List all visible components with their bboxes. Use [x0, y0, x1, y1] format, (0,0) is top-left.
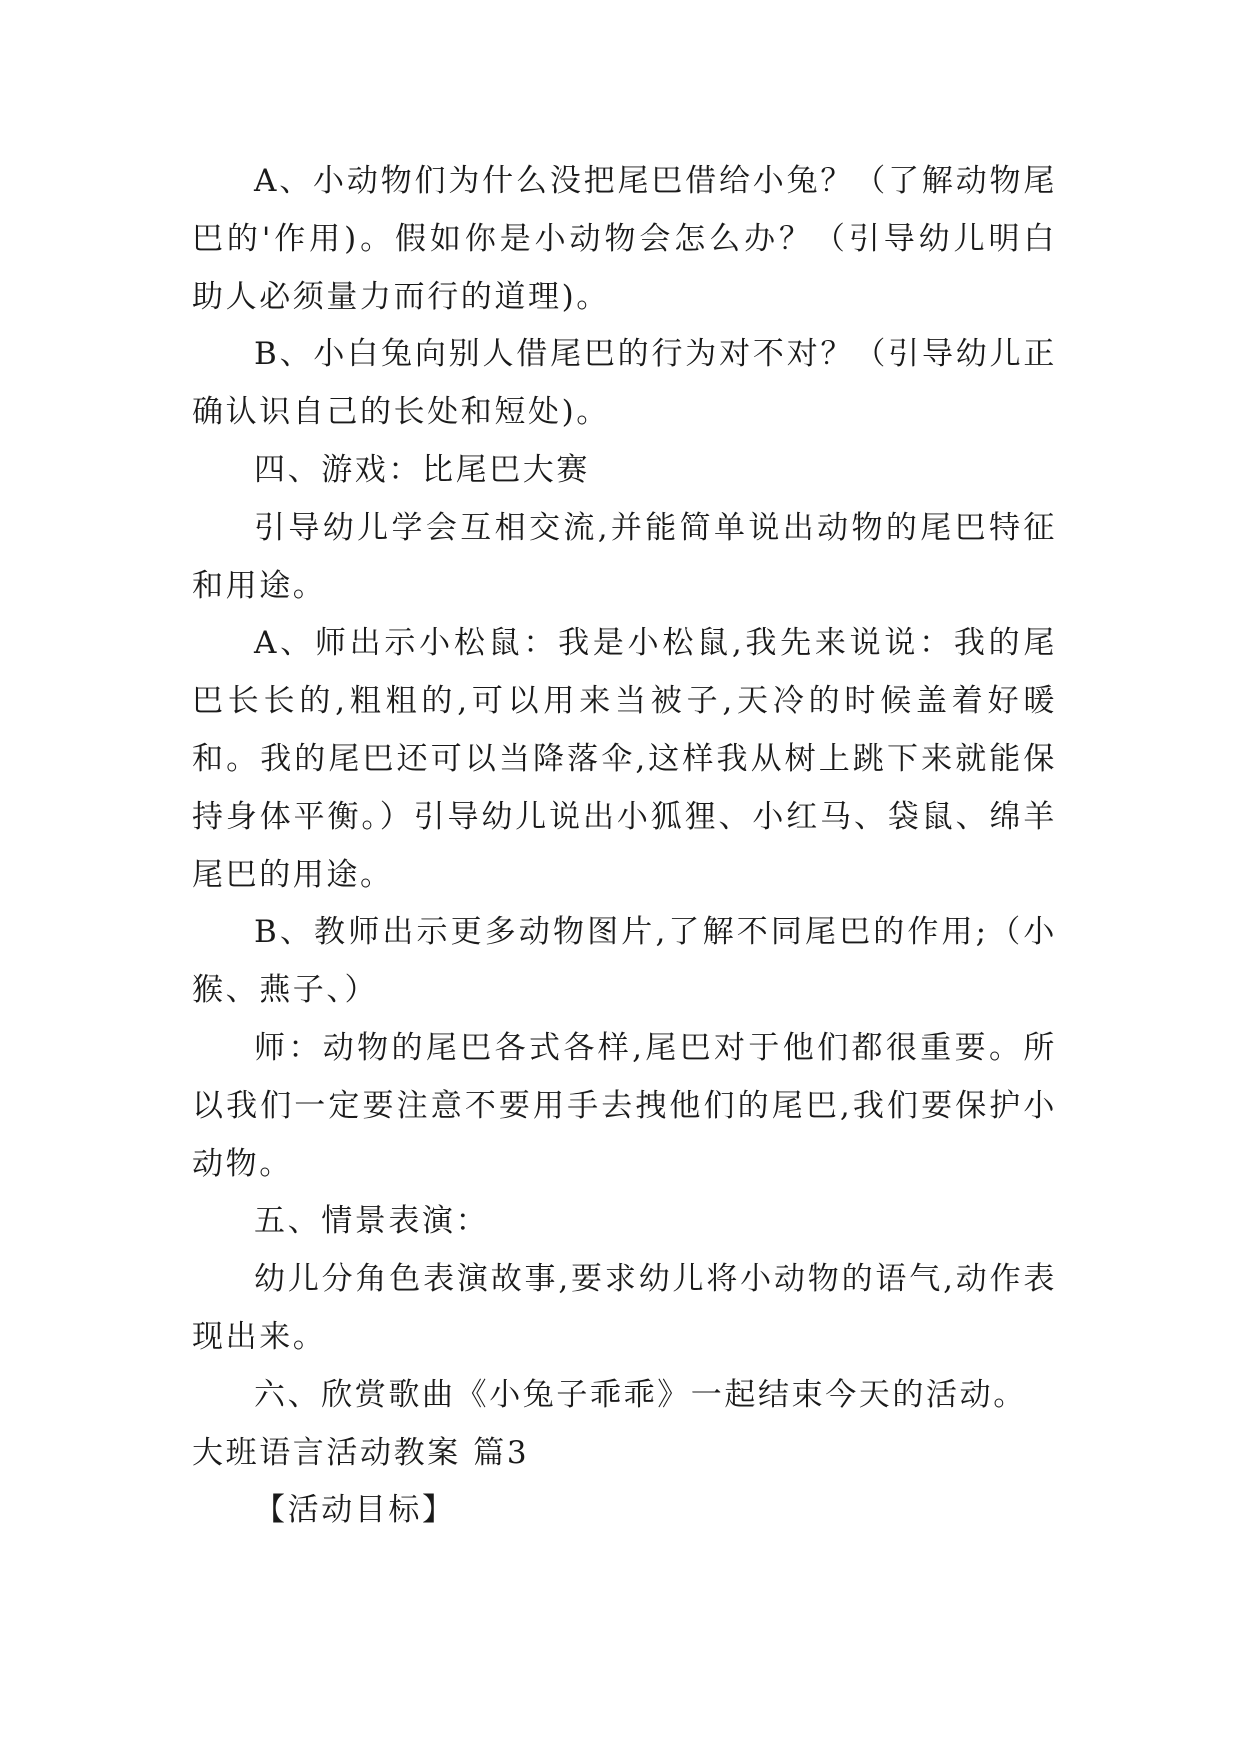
document-section-title: 大班语言活动教案 篇3 [192, 1434, 530, 1471]
paragraph-b-right: B、小白兔向别人借尾巴的行为对不对？（引导幼儿正确认识自己的长处和短处)。 [192, 336, 1057, 431]
section-heading-song: 六、欣赏歌曲《小兔子乖乖》一起结束今天的活动。 [254, 1376, 1027, 1413]
paragraph-roleplay: 幼儿分角色表演故事,要求幼儿将小动物的语气,动作表现出来。 [192, 1261, 1057, 1355]
paragraph-teacher: 师：动物的尾巴各式各样,尾巴对于他们都很重要。所以我们一定要注意不要用手去拽他们的尾巴,我们要保护小动物。 [192, 1029, 1057, 1182]
paragraph-guide: 引导幼儿学会互相交流,并能简单说出动物的尾巴特征和用途。 [192, 509, 1057, 604]
document-body [192, 153, 1057, 1540]
section-heading-roleplay: 五、情景表演： [254, 1203, 490, 1240]
paragraph-a-why: A、小动物们为什么没把尾巴借给小兔？（了解动物尾巴的'作用)。假如你是小动物会怎么办？（引导幼儿明白助人必须量力而行的道理)。 [192, 163, 1057, 315]
paragraph-b-more: B、教师出示更多动物图片,了解不同尾巴的作用;（小猴、燕子、） [192, 914, 1057, 1009]
paragraph-a-squirrel: A、师出示小松鼠：我是小松鼠,我先来说说：我的尾巴长长的,粗粗的,可以用来当被子,天冷的时候盖着好暖和。我的尾巴还可以当降落伞,这样我从树上跳下来就能保持身体平衡。）引导幼儿说出小狐狸、小红马、袋鼠、绵羊尾巴的用途。 [192, 625, 1057, 893]
section-heading-goals: 【活动目标】 [254, 1492, 456, 1529]
section-heading-game: 四、游戏：比尾巴大赛 [254, 451, 590, 488]
